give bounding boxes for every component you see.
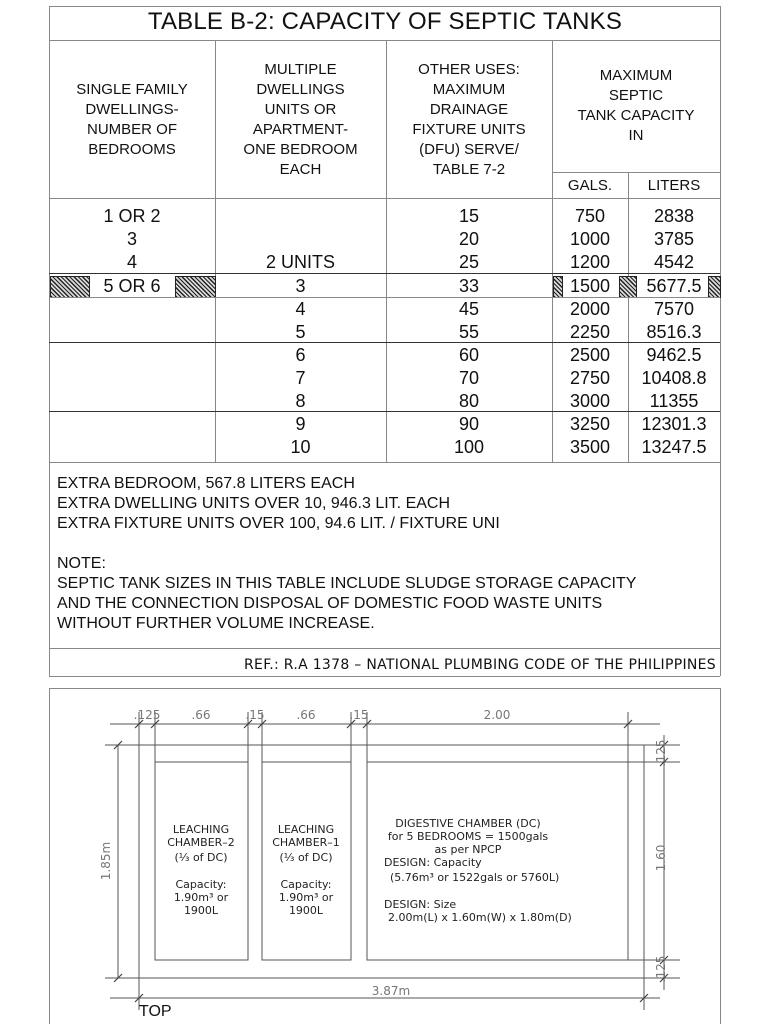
dim-top-digestive: 2.00 <box>483 708 511 722</box>
svg-text:CHAMBER–2: CHAMBER–2 <box>167 836 235 849</box>
svg-text:LEACHING: LEACHING <box>172 823 230 836</box>
dim-top-wall-2: .15 <box>245 708 265 722</box>
svg-text:DESIGN: Size: DESIGN: Size <box>384 898 457 911</box>
dim-right-width: 1.60 <box>654 844 668 872</box>
dim-top-leach-1: .66 <box>296 708 316 722</box>
header-max-capacity: MAXIMUM SEPTIC TANK CAPACITY IN <box>577 67 695 144</box>
dim-top-wall-3: .15 <box>349 708 369 722</box>
header-multiple-dwellings: MULTIPLE DWELLINGS UNITS OR APARTMENT- ONE BEDROOM EACH <box>243 61 358 178</box>
svg-text:DESIGN: Capacity: DESIGN: Capacity <box>384 856 482 869</box>
dim-right-wall-top: .125 <box>654 739 668 767</box>
svg-text:2.00m(L) x 1.60m(W) x 1.80m(D): 2.00m(L) x 1.60m(W) x 1.80m(D) <box>388 911 572 924</box>
dim-right-wall-bottom: .125 <box>654 955 668 983</box>
view-label-top: TOP <box>139 1003 172 1020</box>
note-label: NOTE: <box>57 555 106 572</box>
svg-text:(5.76m³ or 1522gals or 5760L): (5.76m³ or 1522gals or 5760L) <box>390 871 560 884</box>
svg-text:LEACHING: LEACHING <box>277 823 335 836</box>
extra-bedroom-text: EXTRA BEDROOM, 567.8 LITERS EACH <box>57 475 355 492</box>
table-title: TABLE B-2: CAPACITY OF SEPTIC TANKS <box>147 8 623 35</box>
svg-text:for 5 BEDROOMS = 1500gals: for 5 BEDROOMS = 1500gals <box>387 830 549 843</box>
reference-text: REF.: R.A 1378 – NATIONAL PLUMBING CODE OF THE PHILIPPINES <box>244 657 716 673</box>
svg-text:1.90m³ or: 1.90m³ or <box>278 891 334 904</box>
svg-text:(⅓ of DC): (⅓ of DC) <box>174 851 228 864</box>
svg-text:1.90m³ or: 1.90m³ or <box>173 891 229 904</box>
dim-top-wall-1: .125 <box>133 708 161 722</box>
svg-text:as per NPCP: as per NPCP <box>434 843 502 856</box>
leaching-chamber-1-label <box>272 823 340 917</box>
note-line-3: WITHOUT FURTHER VOLUME INCREASE. <box>57 615 375 632</box>
dim-left-overall: 1.85m <box>99 841 113 881</box>
svg-text:(⅓ of DC): (⅓ of DC) <box>279 851 333 864</box>
svg-text:1900L: 1900L <box>183 904 219 917</box>
note-line-1: SEPTIC TANK SIZES IN THIS TABLE INCLUDE SLUDGE STORAGE CAPACITY <box>57 575 637 592</box>
dim-top-leach-2: .66 <box>191 708 211 722</box>
extra-dwelling-text: EXTRA DWELLING UNITS OVER 10, 946.3 LIT. EACH <box>57 495 451 512</box>
header-other-uses: OTHER USES: MAXIMUM DRAINAGE FIXTURE UNITS (DFU) SERVE/ TABLE 7-2 <box>412 61 526 178</box>
header-single-family: SINGLE FAMILY DWELLINGS- NUMBER OF BEDROOMS <box>76 81 188 158</box>
digestive-chamber-label <box>384 817 572 924</box>
header-gals: GALS. <box>567 177 613 194</box>
dim-bottom-overall: 3.87m <box>371 984 411 998</box>
svg-text:1900L: 1900L <box>288 904 324 917</box>
svg-text:Capacity:: Capacity: <box>280 878 332 891</box>
svg-text:DIGESTIVE CHAMBER (DC): DIGESTIVE CHAMBER (DC) <box>395 817 541 830</box>
svg-text:Capacity:: Capacity: <box>175 878 227 891</box>
svg-text:CHAMBER–1: CHAMBER–1 <box>272 836 340 849</box>
extra-fixture-text: EXTRA FIXTURE UNITS OVER 100, 94.6 LIT. / FIXTURE UNI <box>57 515 500 532</box>
note-line-2: AND THE CONNECTION DISPOSAL OF DOMESTIC FOOD WASTE UNITS <box>57 595 603 612</box>
header-liters: LITERS <box>647 177 701 194</box>
leaching-chamber-2-label <box>167 823 235 917</box>
